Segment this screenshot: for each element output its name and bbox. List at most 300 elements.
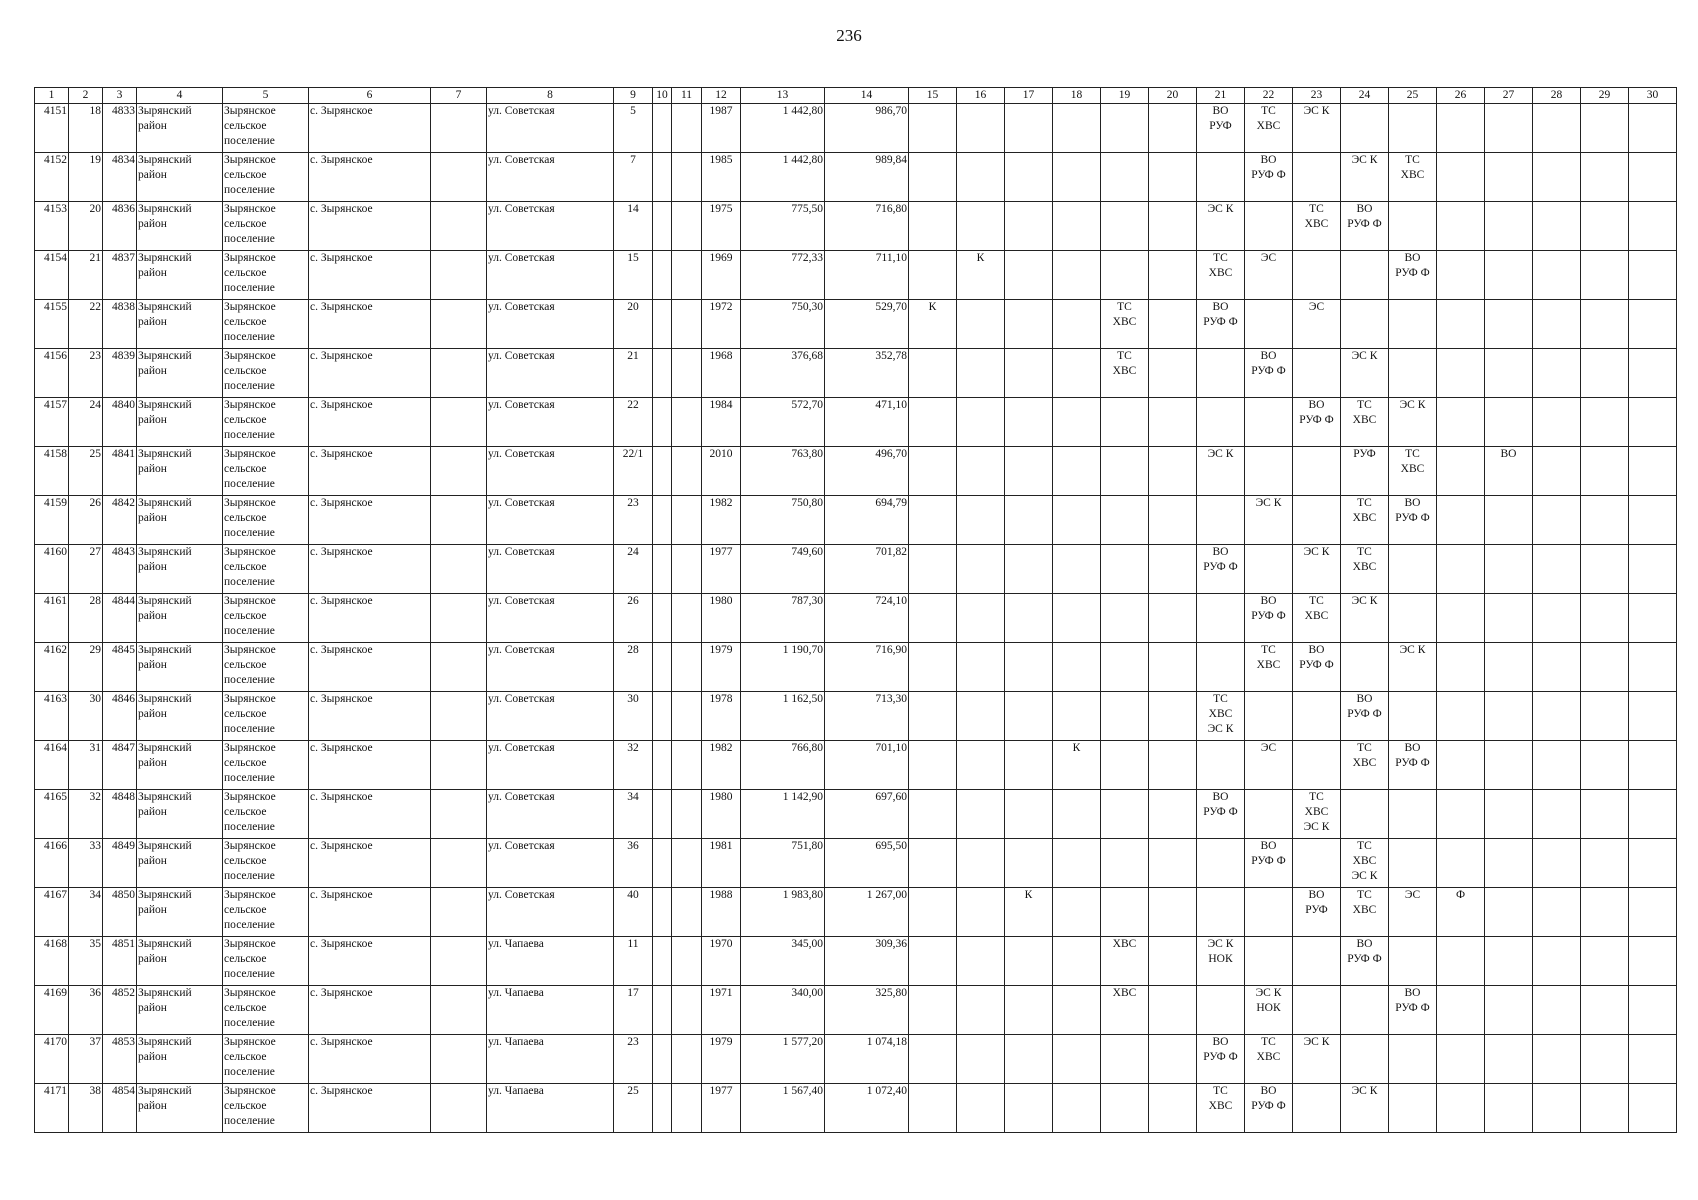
table-cell-col-21 [1197, 692, 1245, 741]
table-cell-col-5: Зырянское сельское поселение [223, 545, 309, 594]
table-cell-col-16 [957, 1035, 1005, 1084]
table-cell-col-17 [1005, 545, 1053, 594]
table-cell-col-18 [1053, 1084, 1101, 1133]
table-cell-col-22 [1245, 1084, 1293, 1133]
table-cell-col-25 [1389, 349, 1437, 398]
table-cell-col-28 [1533, 104, 1581, 153]
table-cell-col-23: ЭС [1293, 300, 1341, 349]
table-cell-col-11 [672, 594, 702, 643]
table-cell-col-27 [1485, 104, 1533, 153]
cell-line: ТС [1213, 1085, 1228, 1097]
table-cell-col-8: ул. Советская [487, 741, 614, 790]
table-row [35, 300, 1677, 349]
cell-line: РУФ Ф [1347, 708, 1382, 720]
table-cell-col-24 [1341, 741, 1389, 790]
table-cell-col-30 [1629, 545, 1677, 594]
table-cell-col-7 [431, 741, 487, 790]
table-cell-col-21: ЭС К [1197, 202, 1245, 251]
table-cell-col-14: 309,36 [825, 937, 909, 986]
table-cell-col-4: Зырянский район [137, 202, 223, 251]
cell-line: ХВС [1304, 806, 1329, 818]
table-cell-col-11 [672, 790, 702, 839]
table-cell-col-25 [1389, 790, 1437, 839]
table-cell-col-27 [1485, 251, 1533, 300]
cell-line: ВО [1260, 350, 1277, 362]
cell-line: ВО [1356, 938, 1373, 950]
table-cell-col-4: Зырянский район [137, 300, 223, 349]
table-row [35, 153, 1677, 202]
table-cell-col-12: 1977 [702, 1084, 741, 1133]
table-cell-col-4: Зырянский район [137, 839, 223, 888]
table-cell-col-3: 4834 [103, 153, 137, 202]
cell-line: ТС [1357, 399, 1372, 411]
table-cell-col-6: с. Зырянское [309, 692, 431, 741]
table-cell-col-29 [1581, 447, 1629, 496]
table-cell-col-18 [1053, 153, 1101, 202]
table-cell-col-21 [1197, 1084, 1245, 1133]
table-cell-col-6: с. Зырянское [309, 1084, 431, 1133]
table-cell-col-4: Зырянский район [137, 1035, 223, 1084]
table-cell-col-17 [1005, 643, 1053, 692]
table-row [35, 202, 1677, 251]
table-cell-col-29 [1581, 251, 1629, 300]
table-cell-col-6: с. Зырянское [309, 937, 431, 986]
table-cell-col-27 [1485, 1035, 1533, 1084]
table-cell-col-5: Зырянское сельское поселение [223, 447, 309, 496]
table-cell-col-11 [672, 1035, 702, 1084]
table-cell-col-21 [1197, 839, 1245, 888]
column-header-5: 5 [223, 88, 309, 104]
table-cell-col-30 [1629, 202, 1677, 251]
table-cell-col-5: Зырянское сельское поселение [223, 104, 309, 153]
table-cell-col-26 [1437, 300, 1485, 349]
table-cell-col-29 [1581, 104, 1629, 153]
table-row [35, 447, 1677, 496]
table-cell-col-3: 4844 [103, 594, 137, 643]
table-cell-col-9: 24 [614, 545, 653, 594]
table-cell-col-12: 1979 [702, 643, 741, 692]
table-cell-col-15 [909, 251, 957, 300]
table-cell-col-26 [1437, 153, 1485, 202]
cell-line: РУФ Ф [1251, 1100, 1286, 1112]
cell-line: ТС [1261, 644, 1276, 656]
table-cell-col-29 [1581, 643, 1629, 692]
table-cell-col-8: ул. Чапаева [487, 1084, 614, 1133]
cell-line: ХВС [1256, 120, 1281, 132]
table-cell-col-21 [1197, 349, 1245, 398]
table-cell-col-4: Зырянский район [137, 545, 223, 594]
table-cell-col-9: 17 [614, 986, 653, 1035]
table-cell-col-3: 4845 [103, 643, 137, 692]
table-cell-col-1: 4160 [35, 545, 69, 594]
cell-line: ТС [1117, 301, 1132, 313]
table-cell-col-22 [1245, 153, 1293, 202]
table-cell-col-23 [1293, 643, 1341, 692]
table-cell-col-20 [1149, 447, 1197, 496]
table-cell-col-23 [1293, 398, 1341, 447]
table-cell-col-3: 4841 [103, 447, 137, 496]
table-cell-col-14: 697,60 [825, 790, 909, 839]
table-cell-col-19 [1101, 839, 1149, 888]
table-cell-col-30 [1629, 300, 1677, 349]
table-cell-col-20 [1149, 545, 1197, 594]
table-cell-col-13: 751,80 [741, 839, 825, 888]
table-cell-col-15 [909, 692, 957, 741]
cell-line: РУФ [1209, 120, 1232, 132]
table-cell-col-1: 4161 [35, 594, 69, 643]
column-header-11: 11 [672, 88, 702, 104]
table-cell-col-7 [431, 398, 487, 447]
page-number: 236 [836, 26, 862, 45]
table-cell-col-14: 695,50 [825, 839, 909, 888]
table-cell-col-18 [1053, 202, 1101, 251]
cell-line: РУФ Ф [1395, 1002, 1430, 1014]
cell-line: ЭС К [1207, 723, 1234, 735]
table-cell-col-6: с. Зырянское [309, 986, 431, 1035]
table-cell-col-28 [1533, 643, 1581, 692]
table-cell-col-13: 1 983,80 [741, 888, 825, 937]
cell-line: ТС [1261, 1036, 1276, 1048]
table-row [35, 496, 1677, 545]
table-cell-col-19 [1101, 153, 1149, 202]
table-body [35, 104, 1677, 1133]
table-cell-col-27 [1485, 986, 1533, 1035]
table-row [35, 986, 1677, 1035]
cell-line: ТС [1117, 350, 1132, 362]
cell-line: ВО [1308, 644, 1325, 656]
table-cell-col-20 [1149, 692, 1197, 741]
table-cell-col-1: 4163 [35, 692, 69, 741]
table-cell-col-4: Зырянский район [137, 888, 223, 937]
table-cell-col-7 [431, 937, 487, 986]
table-cell-col-2: 29 [69, 643, 103, 692]
table-cell-col-17 [1005, 300, 1053, 349]
table-cell-col-14: 694,79 [825, 496, 909, 545]
table-cell-col-14: 711,10 [825, 251, 909, 300]
table-cell-col-19 [1101, 1035, 1149, 1084]
table-cell-col-26 [1437, 398, 1485, 447]
table-cell-col-15 [909, 594, 957, 643]
cell-line: РУФ Ф [1395, 512, 1430, 524]
table-cell-col-21 [1197, 300, 1245, 349]
cell-line: ХВС [1352, 414, 1377, 426]
table-cell-col-3: 4849 [103, 839, 137, 888]
table-cell-col-15 [909, 839, 957, 888]
cell-line: ВО [1212, 791, 1229, 803]
cell-line: ВО [1260, 595, 1277, 607]
table-cell-col-13: 1 442,80 [741, 104, 825, 153]
table-cell-col-6: с. Зырянское [309, 594, 431, 643]
table-cell-col-3: 4836 [103, 202, 137, 251]
table-row [35, 594, 1677, 643]
table-cell-col-11 [672, 153, 702, 202]
table-cell-col-9: 7 [614, 153, 653, 202]
table-cell-col-13: 1 190,70 [741, 643, 825, 692]
table-cell-col-22 [1245, 398, 1293, 447]
table-cell-col-14: 352,78 [825, 349, 909, 398]
cell-line: ХВС [1400, 169, 1425, 181]
cell-line: ТС [1357, 497, 1372, 509]
table-cell-col-25: ЭС [1389, 888, 1437, 937]
table-cell-col-6: с. Зырянское [309, 202, 431, 251]
table-cell-col-15 [909, 986, 957, 1035]
table-cell-col-4: Зырянский район [137, 398, 223, 447]
table-cell-col-8: ул. Советская [487, 594, 614, 643]
table-cell-col-3: 4852 [103, 986, 137, 1035]
table-cell-col-6: с. Зырянское [309, 1035, 431, 1084]
table-cell-col-14: 325,80 [825, 986, 909, 1035]
cell-line: ВО [1308, 399, 1325, 411]
table-cell-col-9: 28 [614, 643, 653, 692]
table-cell-col-29 [1581, 1084, 1629, 1133]
table-cell-col-5: Зырянское сельское поселение [223, 643, 309, 692]
table-cell-col-20 [1149, 104, 1197, 153]
table-cell-col-22 [1245, 545, 1293, 594]
table-cell-col-7 [431, 839, 487, 888]
table-cell-col-12: 1982 [702, 496, 741, 545]
table-cell-col-27 [1485, 594, 1533, 643]
table-cell-col-6: с. Зырянское [309, 839, 431, 888]
table-cell-col-18 [1053, 888, 1101, 937]
table-cell-col-6: с. Зырянское [309, 643, 431, 692]
table-cell-col-7 [431, 251, 487, 300]
table-cell-col-2: 33 [69, 839, 103, 888]
table-cell-col-25: ЭС К [1389, 398, 1437, 447]
table-cell-col-22 [1245, 937, 1293, 986]
cell-line: ВО [1212, 301, 1229, 313]
table-cell-col-4: Зырянский район [137, 986, 223, 1035]
cell-line: РУФ Ф [1395, 267, 1430, 279]
table-cell-col-9: 22 [614, 398, 653, 447]
table-cell-col-7 [431, 545, 487, 594]
table-cell-col-26 [1437, 202, 1485, 251]
cell-line: ТС [1357, 546, 1372, 558]
cell-line: ЭС К [1303, 821, 1330, 833]
table-cell-col-15 [909, 545, 957, 594]
table-cell-col-11 [672, 1084, 702, 1133]
table-cell-col-13: 766,80 [741, 741, 825, 790]
table-cell-col-26: Ф [1437, 888, 1485, 937]
table-cell-col-16 [957, 202, 1005, 251]
cell-line: ЭС К [1255, 987, 1282, 999]
table-row [35, 398, 1677, 447]
table-cell-col-15 [909, 202, 957, 251]
table-cell-col-4: Зырянский район [137, 937, 223, 986]
table-cell-col-10 [653, 594, 672, 643]
table-cell-col-16 [957, 300, 1005, 349]
table-cell-col-16 [957, 349, 1005, 398]
table-cell-col-30 [1629, 986, 1677, 1035]
table-cell-col-8: ул. Советская [487, 153, 614, 202]
table-cell-col-26 [1437, 986, 1485, 1035]
table-cell-col-16 [957, 741, 1005, 790]
cell-line: ТС [1357, 742, 1372, 754]
table-cell-col-13: 775,50 [741, 202, 825, 251]
table-cell-col-21 [1197, 104, 1245, 153]
table-cell-col-16: К [957, 251, 1005, 300]
table-cell-col-24 [1341, 300, 1389, 349]
table-cell-col-27 [1485, 1084, 1533, 1133]
table-cell-col-18 [1053, 937, 1101, 986]
table-cell-col-8: ул. Советская [487, 839, 614, 888]
table-cell-col-9: 34 [614, 790, 653, 839]
table-cell-col-24 [1341, 251, 1389, 300]
table-cell-col-10 [653, 1035, 672, 1084]
table-cell-col-11 [672, 349, 702, 398]
table-cell-col-21 [1197, 741, 1245, 790]
table-cell-col-3: 4850 [103, 888, 137, 937]
table-cell-col-6: с. Зырянское [309, 398, 431, 447]
table-cell-col-25 [1389, 839, 1437, 888]
table-cell-col-19 [1101, 594, 1149, 643]
table-cell-col-19 [1101, 251, 1149, 300]
table-cell-col-12: 1979 [702, 1035, 741, 1084]
table-cell-col-12: 1981 [702, 839, 741, 888]
table-cell-col-19 [1101, 349, 1149, 398]
table-cell-col-15 [909, 447, 957, 496]
table-cell-col-19 [1101, 692, 1149, 741]
column-header-2: 2 [69, 88, 103, 104]
table-cell-col-20 [1149, 1035, 1197, 1084]
table-cell-col-12: 1978 [702, 692, 741, 741]
table-row [35, 104, 1677, 153]
table-cell-col-3: 4846 [103, 692, 137, 741]
table-cell-col-18 [1053, 643, 1101, 692]
table-cell-col-26 [1437, 1084, 1485, 1133]
table-cell-col-28 [1533, 741, 1581, 790]
table-cell-col-23 [1293, 153, 1341, 202]
table-cell-col-29 [1581, 349, 1629, 398]
table-cell-col-16 [957, 594, 1005, 643]
table-cell-col-30 [1629, 839, 1677, 888]
table-cell-col-22 [1245, 202, 1293, 251]
table-cell-col-23 [1293, 349, 1341, 398]
table-cell-col-12: 1987 [702, 104, 741, 153]
table-cell-col-28 [1533, 790, 1581, 839]
column-header-4: 4 [137, 88, 223, 104]
table-cell-col-25 [1389, 741, 1437, 790]
table-cell-col-5: Зырянское сельское поселение [223, 496, 309, 545]
table-cell-col-25 [1389, 202, 1437, 251]
cell-line: ХВС [1352, 561, 1377, 573]
table-row [35, 839, 1677, 888]
table-cell-col-20 [1149, 153, 1197, 202]
column-header-23: 23 [1293, 88, 1341, 104]
column-header-17: 17 [1005, 88, 1053, 104]
table-cell-col-20 [1149, 937, 1197, 986]
table-cell-col-18 [1053, 594, 1101, 643]
table-cell-col-24 [1341, 790, 1389, 839]
cell-line: ХВС [1304, 610, 1329, 622]
table-cell-col-26 [1437, 594, 1485, 643]
table-cell-col-10 [653, 398, 672, 447]
table-cell-col-28 [1533, 986, 1581, 1035]
table-cell-col-25 [1389, 300, 1437, 349]
table-cell-col-24 [1341, 545, 1389, 594]
table-cell-col-19 [1101, 300, 1149, 349]
table-cell-col-16 [957, 104, 1005, 153]
table-cell-col-23 [1293, 888, 1341, 937]
cell-line: ТС [1357, 889, 1372, 901]
table-cell-col-3: 4840 [103, 398, 137, 447]
table-cell-col-21 [1197, 398, 1245, 447]
table-cell-col-7 [431, 202, 487, 251]
table-cell-col-7 [431, 888, 487, 937]
table-cell-col-17 [1005, 496, 1053, 545]
table-cell-col-22 [1245, 300, 1293, 349]
table-cell-col-17 [1005, 202, 1053, 251]
table-cell-col-2: 36 [69, 986, 103, 1035]
table-cell-col-10 [653, 300, 672, 349]
table-cell-col-4: Зырянский район [137, 594, 223, 643]
table-cell-col-13: 750,80 [741, 496, 825, 545]
table-cell-col-27 [1485, 545, 1533, 594]
cell-line: ХВС [1112, 365, 1137, 377]
table-cell-col-29 [1581, 545, 1629, 594]
table-cell-col-28 [1533, 545, 1581, 594]
table-cell-col-4: Зырянский район [137, 692, 223, 741]
table-cell-col-2: 26 [69, 496, 103, 545]
table-cell-col-28 [1533, 496, 1581, 545]
table-cell-col-6: с. Зырянское [309, 496, 431, 545]
table-cell-col-5: Зырянское сельское поселение [223, 790, 309, 839]
table-cell-col-8: ул. Советская [487, 349, 614, 398]
table-cell-col-7 [431, 790, 487, 839]
table-cell-col-16 [957, 496, 1005, 545]
table-cell-col-16 [957, 937, 1005, 986]
table-cell-col-22 [1245, 839, 1293, 888]
table-cell-col-28 [1533, 398, 1581, 447]
table-cell-col-6: с. Зырянское [309, 104, 431, 153]
table-cell-col-23 [1293, 447, 1341, 496]
table-cell-col-16 [957, 447, 1005, 496]
table-cell-col-24 [1341, 398, 1389, 447]
table-cell-col-8: ул. Советская [487, 202, 614, 251]
table-cell-col-18 [1053, 349, 1101, 398]
table-cell-col-24: РУФ [1341, 447, 1389, 496]
table-cell-col-3: 4838 [103, 300, 137, 349]
table-cell-col-22 [1245, 104, 1293, 153]
table-cell-col-22: ЭС [1245, 251, 1293, 300]
table-cell-col-29 [1581, 1035, 1629, 1084]
column-header-6: 6 [309, 88, 431, 104]
cell-line: РУФ Ф [1395, 757, 1430, 769]
table-cell-col-11 [672, 447, 702, 496]
table-cell-col-18 [1053, 447, 1101, 496]
table-cell-col-6: с. Зырянское [309, 545, 431, 594]
column-header-10: 10 [653, 88, 672, 104]
table-cell-col-6: с. Зырянское [309, 447, 431, 496]
table-cell-col-22 [1245, 447, 1293, 496]
table-cell-col-3: 4837 [103, 251, 137, 300]
table-cell-col-8: ул. Советская [487, 251, 614, 300]
table-cell-col-14: 471,10 [825, 398, 909, 447]
table-cell-col-1: 4164 [35, 741, 69, 790]
table-cell-col-28 [1533, 447, 1581, 496]
table-cell-col-4: Зырянский район [137, 349, 223, 398]
cell-line: РУФ Ф [1347, 953, 1382, 965]
table-cell-col-2: 25 [69, 447, 103, 496]
table-cell-col-21 [1197, 986, 1245, 1035]
table-cell-col-22 [1245, 1035, 1293, 1084]
cell-line: ХВС [1352, 855, 1377, 867]
table-cell-col-17 [1005, 447, 1053, 496]
cell-line: ВО [1212, 1036, 1229, 1048]
table-cell-col-28 [1533, 839, 1581, 888]
table-cell-col-1: 4169 [35, 986, 69, 1035]
table-cell-col-21: ЭС К [1197, 447, 1245, 496]
table-cell-col-18 [1053, 839, 1101, 888]
